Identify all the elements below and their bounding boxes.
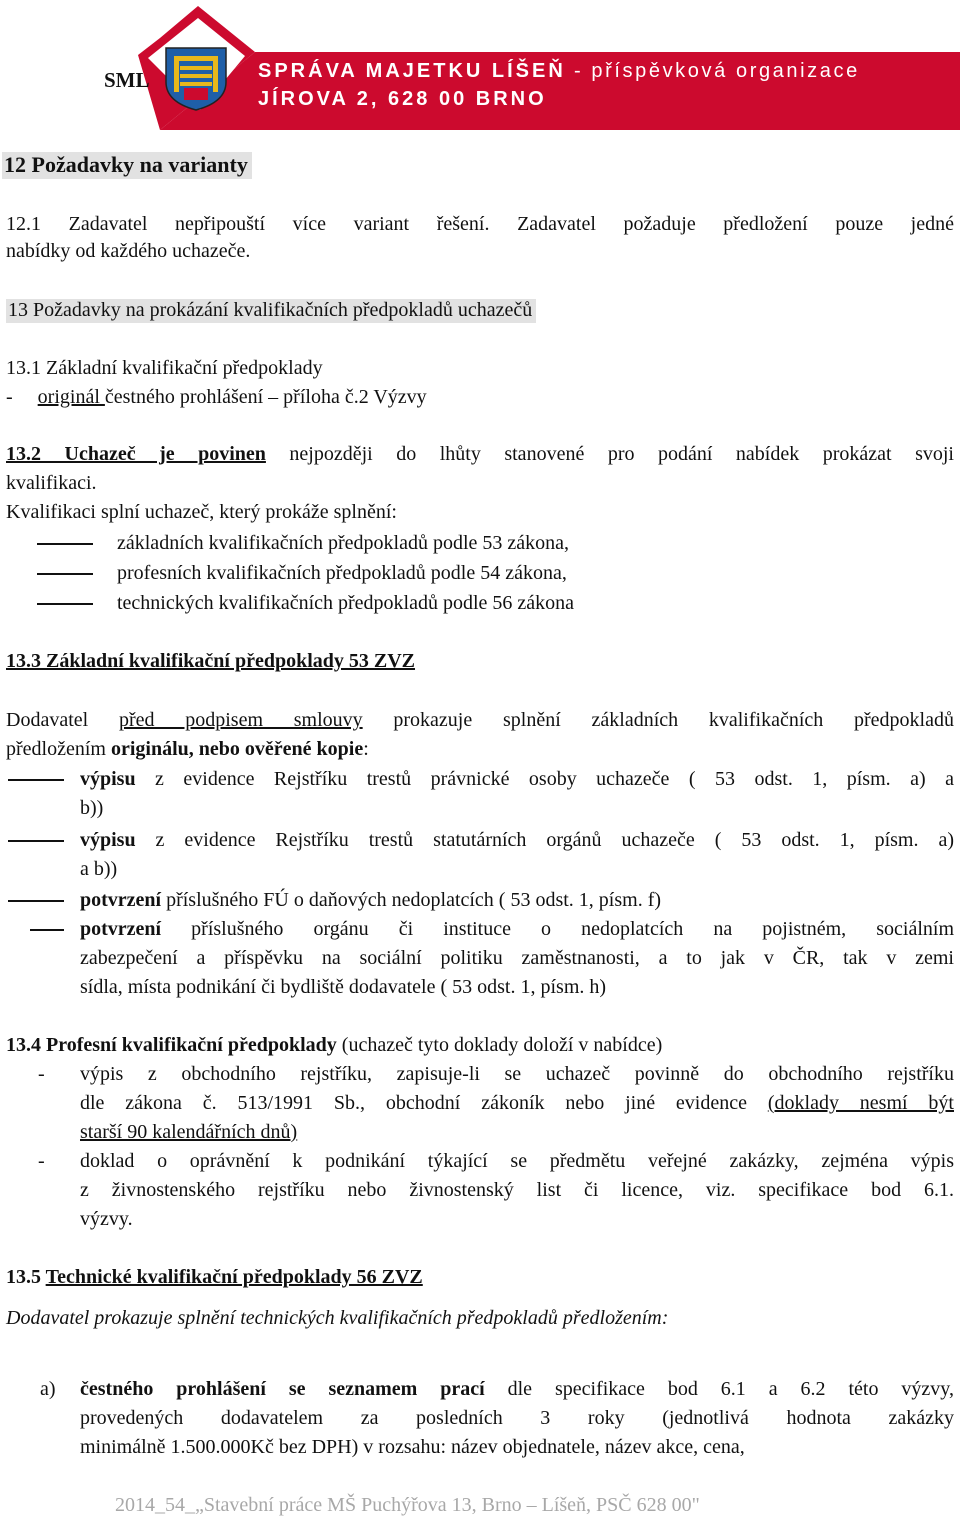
subsection-13-4-title-rest: (uchazeč tyto doklady doloží v nabídce) xyxy=(336,1034,663,1056)
org-name-line xyxy=(258,60,860,83)
list-item xyxy=(80,1376,954,1402)
item1-text xyxy=(80,766,954,792)
list-item-line3: sídla, místa podnikání či bydliště dodavatele ( 53 odst. 1, písm. h) xyxy=(80,976,607,998)
subsection-13-1-item xyxy=(6,384,427,410)
list-item xyxy=(80,1061,954,1087)
subsection-13-2-rest: nejpozději do lhůty stanovené pro podání nabídek prokázat svoji xyxy=(265,443,954,465)
section-12-heading xyxy=(2,152,252,179)
subsection-13-2-line2: kvalifikaci. xyxy=(6,472,97,494)
item1-line2-a: dle zákona č. 513/1991 Sb. xyxy=(80,1092,361,1114)
list-item-line2 xyxy=(80,945,954,971)
item1-line1-text: výpis z obchodního rejstříku, zapisuje-li se uchazeč povinně do obchodního rejstříku xyxy=(80,1063,954,1085)
list-dash xyxy=(37,543,93,545)
list-item xyxy=(80,887,661,913)
list-item xyxy=(80,1148,954,1174)
page-footer: 2014_54_„Stavební práce MŠ Puchýřova 13, Brno – Líšeň, PSČ 628 00" xyxy=(115,1494,700,1516)
item-rest: příslušného FÚ o daňových nedoplatcích ( 53 odst. 1, písm. f) xyxy=(161,889,662,911)
list-item-line2 xyxy=(80,1090,954,1116)
subsection-13-5-intro: Dodavatel prokazuje splnění technických kvalifikačních předpokladů předložením: xyxy=(6,1307,669,1329)
item-bold: potvrzení xyxy=(80,889,162,911)
item-bold: výpisu xyxy=(80,829,136,851)
list-label: a) xyxy=(40,1378,56,1400)
subsection-13-2-line1-text xyxy=(6,441,954,467)
item-bold: výpisu xyxy=(80,768,136,790)
subsection-13-4-title: 13.4 Profesní kvalifikační předpoklady xyxy=(6,1034,337,1056)
list-item xyxy=(80,916,954,942)
list-item-line3: starší 90 kalendářních dnů) xyxy=(80,1121,298,1143)
item-a-bold: čestného prohlášení se seznamem prací xyxy=(80,1378,485,1400)
list-dash: - xyxy=(6,386,13,408)
list-dash: - xyxy=(38,1063,45,1085)
list-item-line2 xyxy=(80,1177,954,1203)
intro-line1-text xyxy=(6,707,954,733)
subsection-13-2-line3: Kvalifikaci splní uchazeč, který prokáže splnění: xyxy=(6,501,397,523)
subsection-13-4-heading xyxy=(6,1032,662,1058)
intro-underlined: před podpisem smlouvy xyxy=(118,709,363,731)
subsection-13-2-line1 xyxy=(6,441,954,467)
subsection-13-1-title: 13.1 Základní kvalifikační předpoklady xyxy=(6,357,323,379)
paragraph-12-1-line1 xyxy=(6,211,954,237)
list-dash xyxy=(8,900,64,902)
item-bold: potvrzení xyxy=(80,918,162,940)
paragraph-12-1-text: 12.1 Zadavatel nepřipouští více variant řešení. Zadavatel požaduje předložení pouze jedné xyxy=(6,213,954,235)
list-item xyxy=(80,827,954,853)
paragraph-12-1-line2: nabídky od každého uchazeče. xyxy=(6,240,251,262)
item2-line1-text: doklad o oprávnění k podnikání týkající se předmětu veřejné zakázky, zejména výpis xyxy=(80,1150,954,1172)
org-address: JÍROVA 2, 628 00 BRNO xyxy=(258,88,547,110)
list-item-continuation: a b)) xyxy=(80,858,118,880)
item-rest: z evidence Rejstříku trestů statutárních orgánů uchazeče ( 53 odst. 1, písm. a) xyxy=(135,829,954,851)
section-12-title: 12 Požadavky na varianty xyxy=(2,152,252,179)
intro-b: prokazuje splnění základních kvalifikačních předpokladů xyxy=(362,709,954,731)
section-13-title: 13 Požadavky na prokázání kvalifikačních předpokladů uchazečů xyxy=(6,299,536,323)
item-a-rest: dle specifikace bod 6.1 a 6.2 této výzvy, xyxy=(484,1378,954,1400)
intro2-c: : xyxy=(363,738,369,760)
section-13-heading xyxy=(6,297,536,323)
coat-of-arms-icon xyxy=(156,44,236,114)
item2-line2-text: z živnostenského rejstříku nebo živnostenský list či licence, viz. specifikace bod 6.1. xyxy=(80,1179,954,1201)
subsection-13-5-heading xyxy=(6,1264,423,1290)
item4-line2-text: zabezpečení a příspěvku na sociální politiku zaměstnanosti, a to jak v ČR, tak v zemi xyxy=(80,947,954,969)
list-dash xyxy=(8,840,64,842)
subsection-13-3-title: 13.3 Základní kvalifikační předpoklady 53 ZVZ xyxy=(6,650,416,672)
item-a-line1-text xyxy=(80,1376,954,1402)
item-rest: příslušného orgánu či instituce o nedoplatcích na pojistném, sociálním xyxy=(161,918,954,940)
item1-line2-text xyxy=(80,1090,954,1116)
list-dash xyxy=(37,603,93,605)
org-type: - příspěvková organizace xyxy=(565,60,860,82)
item1-line2-b: , obchodní zákoník nebo jiné evidence xyxy=(360,1092,768,1114)
intro2-bold: originálu, nebo ověřené kopie xyxy=(110,738,364,760)
list-item xyxy=(80,766,954,792)
list-item-line2 xyxy=(80,1405,954,1431)
subsection-13-3-intro-line1 xyxy=(6,707,954,733)
item-rest: z evidence Rejstříku trestů právnické osoby uchazeče ( 53 odst. 1, písm. a) a xyxy=(135,768,954,790)
item-rest: čestného prohlášení – příloha č.2 Výzvy xyxy=(104,386,427,408)
list-dash xyxy=(30,929,64,931)
logo-text: SML xyxy=(104,68,150,92)
item1-line2-underlined: (doklady nesmí být xyxy=(767,1092,954,1114)
subsection-13-5-number: 13.5 xyxy=(6,1266,46,1288)
item4-text xyxy=(80,916,954,942)
subsection-13-3-intro-line2 xyxy=(6,736,369,762)
subsection-13-5-title: Technické kvalifikační předpoklady 56 ZVZ xyxy=(45,1266,423,1288)
list-dash xyxy=(8,779,64,781)
item-a-line2-text: provedených dodavatelem za posledních 3 roky (jednotlivá hodnota zakázky xyxy=(80,1407,954,1429)
list-dash xyxy=(37,573,93,575)
intro2-a: předložením xyxy=(6,738,111,760)
letterhead xyxy=(0,0,960,130)
subsection-13-2-title: 13.2 Uchazeč je povinen xyxy=(6,443,266,465)
list-item: základních kvalifikačních předpokladů podle 53 zákona, xyxy=(117,532,570,554)
item2-text xyxy=(80,827,954,853)
list-item: technických kvalifikačních předpokladů podle 56 zákona xyxy=(117,592,575,614)
list-item-line3: výzvy. xyxy=(80,1208,133,1230)
list-item: profesních kvalifikačních předpokladů podle 54 zákona, xyxy=(117,562,567,584)
intro-a: Dodavatel xyxy=(6,709,119,731)
list-item-line3: minimálně 1.500.000Kč bez DPH) v rozsahu: název objednatele, název akce, cena, xyxy=(80,1436,745,1458)
org-name: SPRÁVA MAJETKU LÍŠEŇ xyxy=(258,60,566,82)
list-item-continuation: b)) xyxy=(80,797,104,819)
list-dash: - xyxy=(38,1150,45,1172)
original-underlined: originál xyxy=(37,386,105,408)
